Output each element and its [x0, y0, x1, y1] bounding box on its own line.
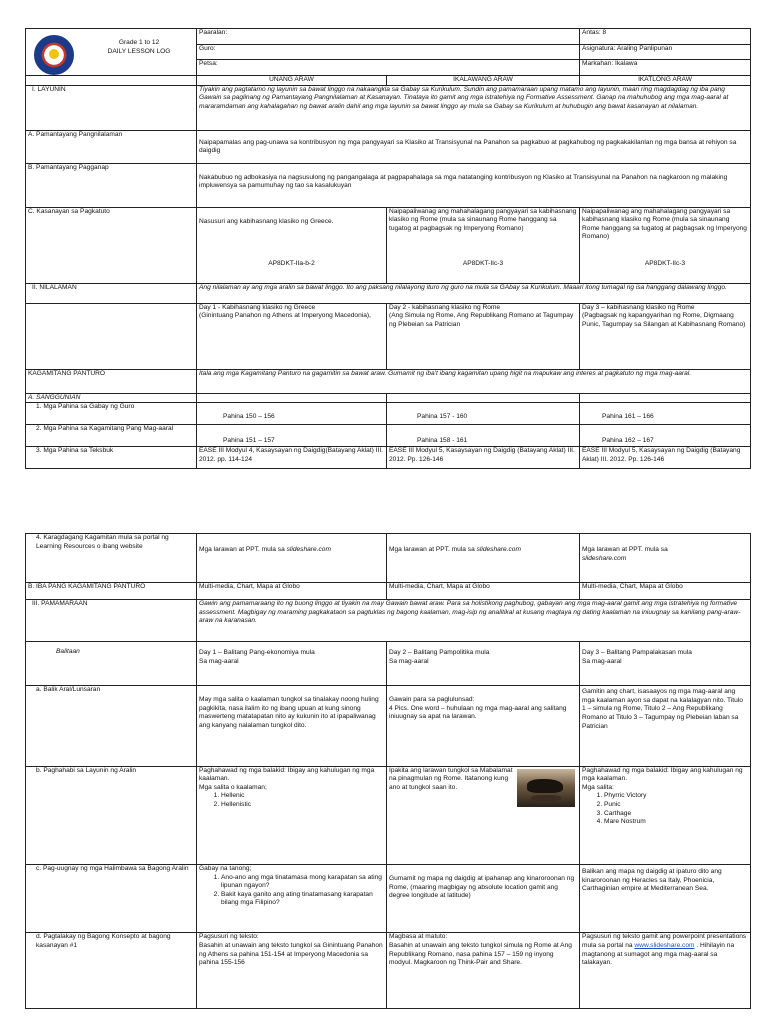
- karagdagang-day3: [580, 534, 751, 583]
- paguugnay-day3-text: Balikan ang mapa ng daigdig at ipaturo dito ang kinaroroonan ng Heracles sa Italy, Phoenicia, Carthaginian empire at Mediterranean Sea.: [582, 868, 722, 893]
- pagtalakay-day3-post: . Hihilayin na magtanong at sumagot ang mga mag-aaral sa talakayan.: [582, 941, 735, 967]
- competency-code-3: AP8DKT-IIc-3: [644, 259, 686, 267]
- teksbuk-day2: EASE III Modyul 5, Kasaysayan ng Daigdig (Batayang Aklat) III. 2012. Pp. 126-146: [387, 447, 580, 469]
- kagamitan-text: Itala ang mga Kagamitang Panturo na gagamitin sa bawat araw. Gumamit ng iba't ibang kagamitan upang higit na mapukaw ang interes at pagkatuto ng mga mag-aaral.: [197, 369, 751, 393]
- balik-aral-label: a. Balik Aral/Lunsaran: [26, 686, 197, 766]
- header-logo-cell: [26, 29, 197, 76]
- pamantayang-pangnilalaman-label: A. Pamantayang Pangnilalaman: [26, 130, 197, 163]
- paghahabi-day1: [197, 766, 387, 864]
- sanggunian-blank-1: [197, 393, 387, 403]
- sanggunian-label: A. SANGGUNIAN: [26, 393, 197, 403]
- deped-seal-icon: [34, 35, 74, 75]
- paaralan-field: Paaralan:: [197, 29, 580, 45]
- balik-aral-day2: [387, 686, 580, 766]
- competency-code-1: AP8DKT-IIa-b-2: [268, 259, 315, 267]
- pamantayang-pagganap-text: [197, 163, 751, 207]
- day-header-1: UNANG ARAW: [197, 76, 387, 86]
- paguugnay-day1: [197, 865, 387, 933]
- grade-label: Grade 1 to 12: [118, 39, 160, 46]
- balitaan-label: Balitaan: [26, 641, 197, 685]
- paguugnay-day1-intro: Gabay na tanong;: [199, 865, 252, 872]
- paghahabi-day3-intro: Paghahawad ng mga balakid: Ibigay ang kahulugan ng mga kaalaman. Mga salita:: [582, 766, 743, 791]
- sanggunian-blank-3: [580, 393, 751, 403]
- kagamitan-label: KAGAMITANG PANTURO: [26, 369, 197, 393]
- gabay-day3: [580, 403, 751, 425]
- log-title: DAILY LESSON LOG: [107, 47, 171, 55]
- kasanayan-day2: [387, 207, 580, 283]
- paguugnay-day3: [580, 865, 751, 933]
- balik-aral-day3: Gamitin ang chart, isasaayos ng mga mag-aaral ang mga kaalaman ayon sa dapat na kalalagyan nito. Titulo 1 – simula ng Rome, Titulo 2 – Ang Republikang Romano at Titulo 3 – Tagumpay ng Plebeian laban sa Patrician: [580, 686, 751, 766]
- kasanayan-day1: [197, 207, 387, 283]
- guro-field: Guro:: [197, 44, 580, 60]
- nilalaman-label: II. NILALAMAN: [26, 283, 197, 303]
- she-wolf-statue-image: [517, 769, 575, 807]
- pagtalakay-day3: [580, 933, 751, 1009]
- pagtalakay-label: d. Pagtalakay ng Bagong Konsepto at bagong kasanayan #1: [26, 933, 197, 1009]
- paghahabi-day3-item: 1. Phyrric Victory: [604, 792, 748, 801]
- teksbuk-day1: EASE III Modyul 4, Kasaysayan ng Daigdig(Batayang Aklat) III. 2012. pp. 114-124: [197, 447, 387, 469]
- pamamaraan-label: III. PAMAMARAAN: [26, 599, 197, 641]
- paghahabi-day1-item: 1. Hellenic: [221, 792, 384, 801]
- paghahabi-day3-item: 3. Carthage: [604, 810, 748, 819]
- paguugnay-day1-list: [199, 874, 384, 908]
- iba-pang-day2: Multi-media, Chart, Mapa at Globo: [387, 583, 580, 600]
- karagdagang-day1-site: slideshare.com: [286, 546, 331, 553]
- karagdagang-day2-site: slideshare.com: [476, 546, 521, 553]
- pamantayang-pangnilalaman-value: Naipapamalas ang pag-unawa sa kontribusyon ng mga pangyayari sa Klasiko at Transisyunal na Panahon sa pagkabuo at pagkahubog ng pagkakakilanlan ng mga bansa at rehiyon sa daigdig: [199, 138, 737, 155]
- paghahabi-day3: [580, 766, 751, 864]
- gabay-day1-value: Pahina 150 – 156: [223, 413, 275, 421]
- pamamaraan-text: Gawin ang pamamaraang ito ng buong linggo at tiyakin na may Gawain bawat araw. Para sa holistikong paghubog, gabayan ang mga mag-aaral gamit ang mga istratehiya ng formative assessment. Magbigay ng maraming pagkakataon sa pagtuklas ng bagong kaalaman, mag-isip ng analitikal at kusang magtaya ng dating kaalaman na iniuugnay sa kanilang pang-araw-araw na karanasan.: [197, 599, 751, 641]
- paghahabi-day2: [387, 766, 580, 864]
- day-header-blank: [26, 76, 197, 86]
- iba-pang-label: B. IBA PANG KAGAMITANG PANTURO: [26, 583, 197, 600]
- day1-topic: Day 1 - Kabihasnang klasiko ng Greece (Ginintuang Panahon ng Athens at Imperyong Macedonia),: [197, 303, 387, 369]
- paghahabi-day1-list: [199, 792, 384, 809]
- kagamitan-pang-day2: [387, 425, 580, 447]
- iba-pang-day1: Multi-media, Chart, Mapa at Globo: [197, 583, 387, 600]
- gabay-day3-value: Pahina 161 – 166: [602, 413, 654, 421]
- teksbuk-label: 3. Mga Pahina sa Teksbuk: [26, 447, 197, 469]
- markahan-field: Markahan: Ikalawa: [580, 60, 751, 76]
- nilalaman-text: Ang nilalaman ay ang mga aralin sa bawat linggo. Ito ang paksang nilalayong ituro ng guro na mula sa GAbay sa Kurikulum. Maaari itong tumagal ng isa hanggang dalawang linggo.: [197, 283, 751, 303]
- kasanayan-day3: [580, 207, 751, 283]
- competency-code-2: AP8DKT-IIc-3: [462, 259, 504, 267]
- pagtalakay-day1: Pagsusuri ng teksto: Basahin at unawain ang teksto tungkol sa Ginintuang Panahon ng Athens sa pahina 151-154 at Imperyong Macedonia sa pahina 155-156: [197, 933, 387, 1009]
- karagdagang-day1: [197, 534, 387, 583]
- lesson-log-table-page1: [25, 28, 751, 469]
- day-header-2: IKALAWANG ARAW: [387, 76, 580, 86]
- karagdagang-day2-prefix: Mga larawan at PPT. mula sa: [389, 546, 477, 553]
- kagamitan-pang-label: 2. Mga Pahina sa Kagamitang Pang Mag-aaral: [26, 425, 197, 447]
- gabay-label: 1. Mga Pahina sa Gabay ng Guro: [26, 403, 197, 425]
- balik-aral-day1-text: May mga salita o kaalaman tungkol sa tinalakay noong huling pagkikita, nasa ilalim ito ng ibang upuan at kung sinong maswerteng matatapatan nito ay kukunin ito at ipapaliwanag ang kanyang nalalaman tungkol dito.: [199, 696, 379, 730]
- slideshare-link[interactable]: www.slideshare.com: [634, 941, 695, 949]
- teksbuk-day3: EASE III Modyul 5, Kasaysayan ng Daigdig (Batayang Aklat) III. 2012. Pp. 126-146: [580, 447, 751, 469]
- pamantayang-pangnilalaman-text: [197, 130, 751, 163]
- balitaan-day2: Day 2 – Balitang Pampolitika mula Sa mag-aaral: [387, 641, 580, 685]
- karagdagang-day1-prefix: Mga larawan at PPT. mula sa: [199, 546, 287, 553]
- asignatura-field: Asignatura: Araling Panlipunan: [580, 44, 751, 60]
- kagamitan-pang-day3: [580, 425, 751, 447]
- kasanayan-label: C. Kasanayan sa Pagkatuto: [26, 207, 197, 283]
- karagdagang-day3-prefix: Mga larawan at PPT. mula sa: [582, 546, 668, 553]
- paghahabi-day1-intro: Paghahawad ng mga balakid: Ibigay ang kahulugan ng mga kaalaman. Mga salita o kaalaman;: [199, 766, 375, 791]
- karagdagang-day3-site: slideshare.com: [582, 554, 627, 562]
- kagamitan-pang-day1-value: Pahina 151 – 157: [223, 437, 275, 445]
- paghahabi-day3-list: [582, 792, 748, 826]
- gabay-day1: [197, 403, 387, 425]
- kagamitan-pang-day2-value: Pahina 158 - 161: [417, 437, 468, 445]
- pagtalakay-day3-pre: Pagsusuri ng teksto gamit ang powerpoint presentations mula sa portal na: [582, 933, 747, 949]
- kagamitan-pang-day1: [197, 425, 387, 447]
- balik-aral-day1: [197, 686, 387, 766]
- kasanayan-day1-text: Nasusuri ang kabihasnang klasiko ng Greece.: [199, 217, 334, 225]
- layunin-text: Tiyakin ang pagtatamo ng layunin sa bawat linggo na nakaangkla sa Gabay sa Kurikulum. Sundin ang pamamaraan upang matamo ang layunin, maari ring magdagdag ng iba pang Gawain sa paglinang ng Pamantayang Pangnilalaman at Kasanayan. Tinataya ito gamit ang mga istratehiya ng Formative Assessment. Ganap na mahuhubog ang mga mag-aaral at mararamdaman ang kahalagahan ng bawat aralin dahil ang mga layunin sa bawat linggo ay mula sa Gabay sa Kurikulum at huhubugin ang bawat kasanayan at nilalaman.: [197, 85, 751, 130]
- petsa-field: Petsa:: [197, 60, 580, 76]
- paghahabi-day2-text: Ipakita ang larawan tungkol sa Mabalamat na pinagmulan ng Rome. Itatanong kung ano at tungkol saan ito.: [389, 766, 513, 791]
- lesson-log-table-page2: [25, 533, 751, 1009]
- balitaan-day1: Day 1 – Balitang Pang-ekonomiya mula Sa mag-aaral: [197, 641, 387, 685]
- gabay-day2-value: Pahina 157 - 160: [417, 413, 468, 421]
- karagdagang-label: 4. Karagdagang Kagamitan mula sa portal ng Learning Resources o ibang website: [26, 534, 197, 583]
- paghahabi-day3-item: 4. Mare Nostrum: [604, 818, 748, 827]
- paguugnay-day1-item: 1. Ano-ano ang mga tinatamasa mong karapatan sa ating lipunan ngayon?: [221, 874, 384, 891]
- antas-field: Antas: 8: [580, 29, 751, 45]
- layunin-label: I. LAYUNIN: [26, 85, 197, 130]
- iba-pang-day3: Multi-media, Chart, Mapa at Globo: [580, 583, 751, 600]
- paghahabi-label: b. Paghahabi sa Layunin ng Aralin: [26, 766, 197, 864]
- kagamitan-pang-day3-value: Pahina 162 – 167: [602, 437, 654, 445]
- paghahabi-day1-item: 2. Hellenistic: [221, 801, 384, 810]
- kasanayan-day3-text: Naipapaliwanag ang mahahalagang pangyayari sa kabihasnang klasiko ng Rome (mula sa sinaunang Rome hanggang sa tugatog at pagbagsak ng Imperyong Romano): [582, 207, 747, 241]
- paghahabi-day3-item: 2. Punic: [604, 801, 748, 810]
- sanggunian-blank-2: [387, 393, 580, 403]
- day3-topic: Day 3 – kabihasnang klasiko ng Rome (Pagbagsak ng kapangyarihan ng Rome, Digmaang Punic, Tagumpay sa Silangan at Kabihasnang Romano): [580, 303, 751, 369]
- paguugnay-day2-text: Gumamit ng mapa ng daigdig at ipahanap ang kinaroroonan ng Rome, (maaring magbigay ng absolute location gamit ang degree longitude at latitude): [389, 875, 575, 900]
- pamantayang-pagganap-label: B. Pamantayang Pagganap: [26, 163, 197, 207]
- balitaan-day3: Day 3 – Balitang Pampalakasan mula Sa mag-aaral: [580, 641, 751, 685]
- day-header-3: IKATLONG ARAW: [580, 76, 751, 86]
- pamantayang-pagganap-value: Nakabubuo ng adbokasiya na nagsusulong ng pangangalaga at pagpapahalaga sa mga natatanging kontribusyon ng Klasiko at Transisyunal na Panahon na nagkaroon ng malaking impluwensya sa pamumuhay ng tao sa kasalukuyan: [199, 173, 728, 190]
- kasanayan-day2-text: Naipapaliwanag ang mahahalagang pangyayari sa kabihasnang klasiko ng Rome (mula sa sinaunang Rome hanggang sa tugatog at pagbagsak ng Imperyong Romano): [389, 207, 577, 232]
- balik-aral-day2-text: Gawain para sa paglulunsad: 4 Pics. One word – huhulaan ng mga mag-aaral ang salitang iniuugnay sa apat na larawan.: [389, 696, 567, 721]
- paguugnay-day2: [387, 865, 580, 933]
- paguugnay-label: c. Pag-uugnay ng mga Halimbawa sa Bagong Aralin: [26, 865, 197, 933]
- pagtalakay-day2: Magbasa at matuto: Basahin at unawain ang teksto tungkol simula ng Rome at Ang Republikang Romano, nasa pahina 157 – 159 ng inyong modyul. Magkaroon ng Think-Pair and Share.: [387, 933, 580, 1009]
- gabay-day2: [387, 403, 580, 425]
- day2-topic: Day 2 - kabihasnang klasiko ng Rome (Ang Simula ng Rome, Ang Republikang Romano at Tagumpay ng Plebeian sa Patrician: [387, 303, 580, 369]
- karagdagang-day2: [387, 534, 580, 583]
- paguugnay-day1-item: 2. Bakit kaya ganito ang ating tinatamasang karapatan bilang mga Filipino?: [221, 891, 384, 908]
- nilalaman-blank: [26, 303, 197, 369]
